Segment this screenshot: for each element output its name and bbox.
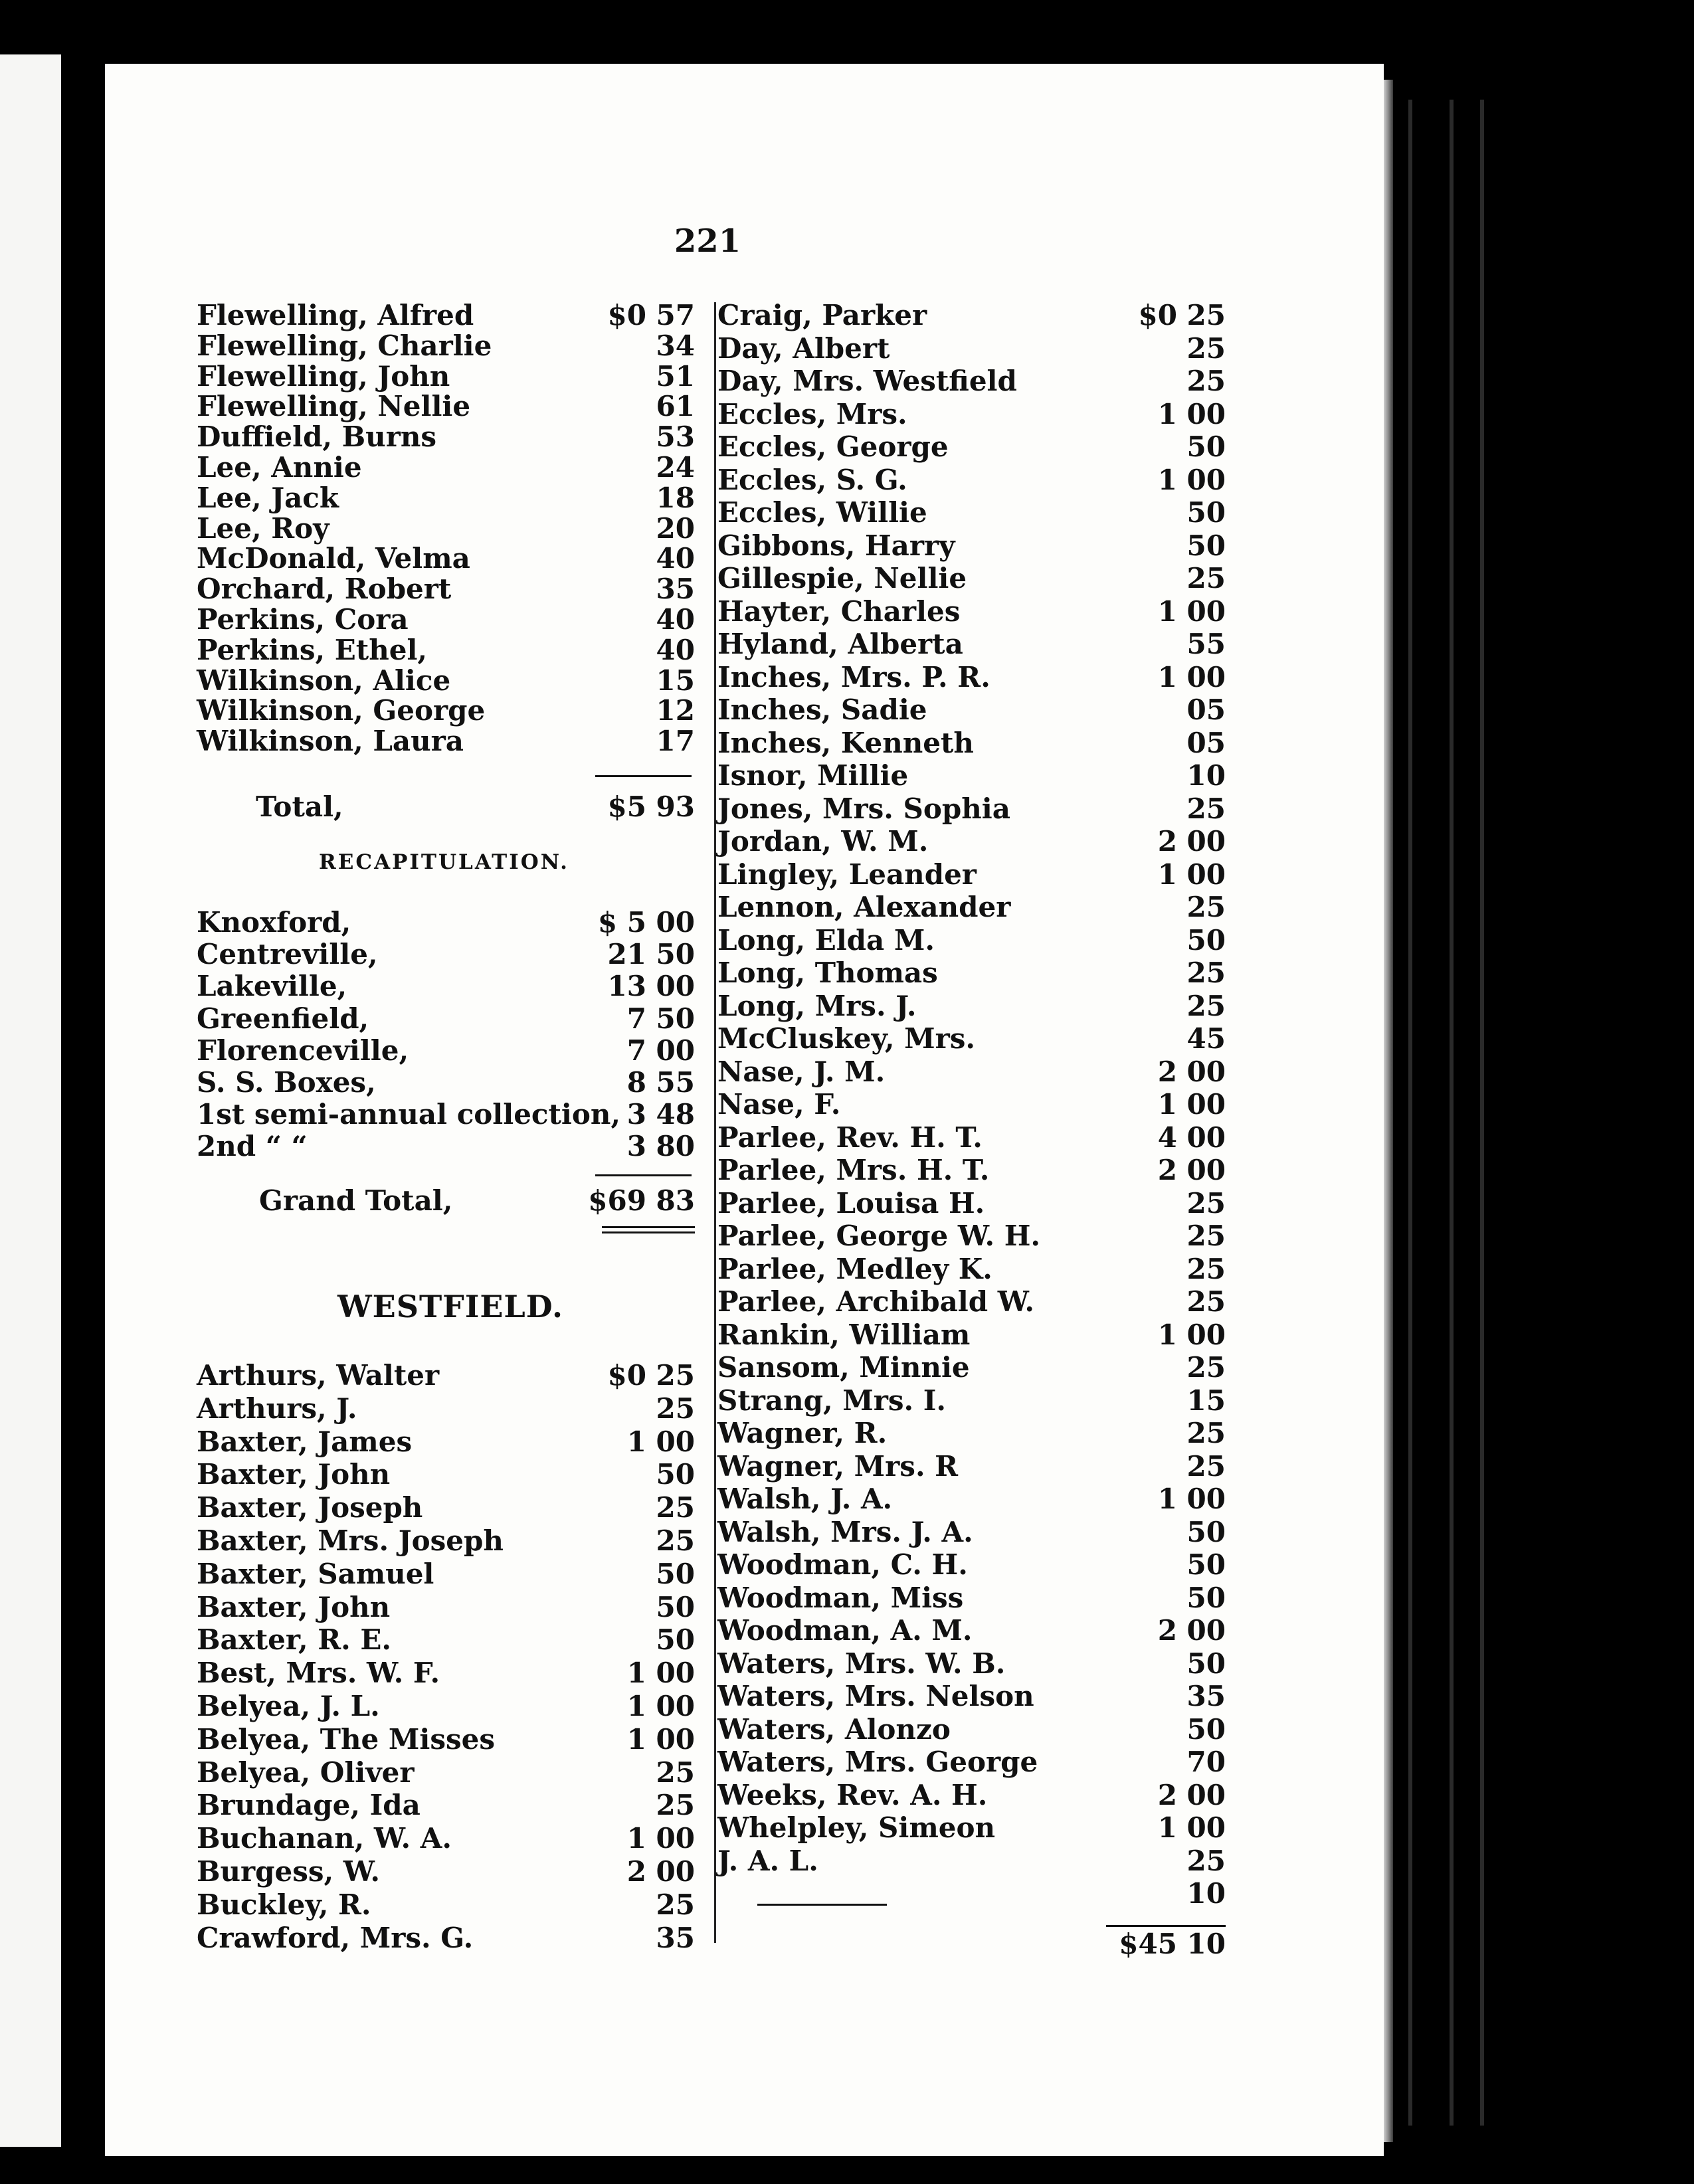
list-item — [717, 1812, 1226, 1844]
contribution-amount: 25 — [656, 1491, 695, 1524]
contributor-name: Woodman, Miss — [717, 1581, 964, 1614]
contributor-name: Craig, Parker — [717, 299, 927, 331]
contributor-name: McCluskey, Mrs. — [717, 1022, 975, 1055]
list-item — [197, 1757, 695, 1789]
list-item — [717, 925, 1226, 956]
list-item — [717, 1648, 1226, 1680]
list-item — [717, 596, 1226, 628]
list-item — [717, 1681, 1226, 1712]
contributor-name: Waters, Mrs. George — [717, 1746, 1038, 1778]
contributor-name: Perkins, Cora — [197, 603, 409, 636]
list-item — [717, 793, 1226, 825]
list-item — [197, 391, 695, 422]
list-item — [717, 1451, 1226, 1483]
list-item — [197, 939, 695, 970]
list-item — [717, 1549, 1226, 1581]
contributor-name: Sansom, Minnie — [717, 1351, 970, 1384]
list-item — [717, 826, 1226, 858]
binding-stripe — [1450, 100, 1454, 2126]
contribution-amount: 10 — [1186, 1877, 1226, 1910]
contributor-name: Whelpley, Simeon — [717, 1811, 996, 1844]
contribution-amount: 55 — [1186, 628, 1226, 660]
contribution-amount: 17 — [656, 725, 695, 758]
list-item — [717, 957, 1226, 989]
list-item — [197, 1657, 695, 1689]
contribution-amount: 50 — [1186, 529, 1226, 562]
contribution-amount: 50 — [1186, 1515, 1226, 1548]
contributor-name: Florenceville, — [197, 1034, 409, 1067]
contributor-name: Flewelling, Alfred — [197, 299, 474, 331]
contribution-amount: 1 00 — [1157, 858, 1226, 891]
list-item — [197, 1525, 695, 1557]
contribution-amount: 50 — [656, 1623, 695, 1657]
contributor-name: Flewelling, John — [197, 359, 450, 393]
list-item — [717, 1023, 1226, 1055]
contributor-name: 2nd “ “ — [197, 1130, 308, 1163]
list-item — [717, 399, 1226, 430]
list-item — [717, 1352, 1226, 1384]
contribution-amount: 2 00 — [626, 1855, 695, 1888]
list-item — [197, 1592, 695, 1623]
list-item — [717, 1253, 1226, 1285]
contributor-name: Baxter, Mrs. Joseph — [197, 1524, 504, 1557]
contributor-name: Weeks, Rev. A. H. — [717, 1778, 988, 1811]
contribution-amount: 2 00 — [1157, 1154, 1226, 1186]
list-item — [197, 1823, 695, 1855]
list-item — [197, 907, 695, 939]
contribution-amount: 1 00 — [626, 1722, 695, 1756]
list-item — [197, 1789, 695, 1821]
contributor-name: Baxter, Samuel — [197, 1557, 434, 1590]
total-amount: $5 93 — [607, 790, 695, 823]
contribution-amount: 25 — [1186, 1186, 1226, 1220]
list-item — [717, 333, 1226, 365]
contributor-name: Belyea, J. L. — [197, 1690, 380, 1722]
contributor-name: Nase, F. — [717, 1088, 841, 1121]
list-item — [717, 563, 1226, 594]
double-rule — [602, 1226, 695, 1228]
contribution-amount: 61 — [656, 390, 695, 423]
contribution-amount: 25 — [1186, 1220, 1226, 1252]
contributor-name: Parlee, Mrs. H. T. — [717, 1154, 990, 1186]
contribution-amount: 45 — [1186, 1022, 1226, 1055]
contributor-name: Eccles, Willie — [717, 496, 927, 529]
contributor-name: Day, Mrs. Westfield — [717, 365, 1017, 397]
contribution-amount: 12 — [656, 694, 695, 727]
contribution-amount: 3 80 — [626, 1130, 695, 1163]
total-label: Total, — [256, 790, 343, 823]
contributor-name: Woodman, A. M. — [717, 1614, 973, 1647]
contributor-name: Wagner, R. — [717, 1417, 888, 1449]
contribution-amount: 3 48 — [626, 1098, 695, 1131]
list-item — [717, 497, 1226, 529]
contributor-name: Belyea, Oliver — [197, 1756, 415, 1789]
contribution-amount: 40 — [656, 603, 695, 636]
contribution-amount: 25 — [1186, 792, 1226, 825]
list-item — [717, 1188, 1226, 1220]
list-item — [197, 634, 695, 666]
contribution-amount: 2 00 — [1157, 1614, 1226, 1647]
list-item — [197, 1035, 695, 1067]
page-number: 221 — [674, 223, 741, 260]
contributor-name: Brundage, Ida — [197, 1789, 421, 1822]
contribution-amount: 25 — [1186, 365, 1226, 397]
contribution-amount: 1 00 — [1157, 1318, 1226, 1351]
contributor-name: Parlee, Archibald W. — [717, 1285, 1034, 1318]
contributor-name: Orchard, Robert — [197, 573, 452, 606]
contributor-name: Baxter, John — [197, 1458, 391, 1491]
contributor-name: Waters, Mrs. W. B. — [717, 1647, 1006, 1680]
contribution-amount: 1 00 — [626, 1425, 695, 1458]
adjacent-page-edge — [0, 54, 61, 2147]
contributor-name: Waters, Mrs. Nelson — [717, 1680, 1034, 1712]
contribution-amount: 25 — [656, 1888, 695, 1921]
contributor-name: Centreville, — [197, 938, 378, 971]
list-item — [717, 990, 1226, 1022]
contribution-amount: 10 — [1186, 759, 1226, 792]
contributor-name: Lee, Roy — [197, 511, 329, 545]
list-item — [197, 725, 695, 757]
list-item — [717, 1582, 1226, 1614]
contributor-name: Perkins, Ethel, — [197, 633, 428, 666]
binding-stripe — [1408, 100, 1412, 2126]
contribution-amount: 25 — [1186, 562, 1226, 594]
list-item — [717, 365, 1226, 397]
list-item — [717, 1615, 1226, 1647]
contribution-amount: 25 — [1186, 891, 1226, 923]
contribution-amount: $ 5 00 — [597, 906, 695, 939]
list-item — [717, 1122, 1226, 1154]
contribution-amount: 1 00 — [1157, 660, 1226, 693]
westfield-total-amount: $45 10 — [1119, 1928, 1226, 1960]
contribution-amount: 7 00 — [626, 1034, 695, 1067]
contributor-name: Inches, Sadie — [717, 693, 927, 726]
contributor-name: Lee, Annie — [197, 451, 362, 484]
contributor-name: Nase, J. M. — [717, 1055, 886, 1088]
contribution-amount: 2 00 — [1157, 825, 1226, 858]
list-item — [197, 1426, 695, 1458]
list-item — [197, 1690, 695, 1722]
contributor-name: Walsh, Mrs. J. A. — [717, 1515, 973, 1548]
contributor-name: Jordan, W. M. — [717, 825, 929, 858]
list-item — [197, 1922, 695, 1954]
list-item — [197, 330, 695, 362]
contribution-amount: 34 — [656, 329, 695, 362]
list-item — [717, 1516, 1226, 1548]
contribution-amount: 25 — [1186, 1252, 1226, 1285]
contribution-amount: 21 50 — [607, 938, 695, 971]
contributor-name: Best, Mrs. W. F. — [197, 1657, 440, 1690]
list-item — [717, 1779, 1226, 1811]
contribution-amount: 2 00 — [1157, 1055, 1226, 1088]
contributor-name: Belyea, The Misses — [197, 1722, 495, 1756]
contributor-name: Wagner, Mrs. R — [717, 1449, 959, 1483]
contributor-name: Strang, Mrs. I. — [717, 1384, 946, 1417]
recapitulation-heading: RECAPITULATION. — [319, 850, 569, 874]
contribution-amount: 25 — [1186, 1449, 1226, 1483]
contribution-amount: 35 — [656, 1921, 695, 1954]
list-item — [717, 1714, 1226, 1746]
contributor-name: Baxter, Joseph — [197, 1491, 423, 1524]
list-item — [197, 1131, 695, 1162]
contribution-amount: 25 — [1186, 956, 1226, 989]
list-item — [717, 1089, 1226, 1121]
contribution-amount: 25 — [656, 1524, 695, 1557]
list-item — [197, 1724, 695, 1756]
contribution-amount: $0 25 — [1138, 299, 1226, 331]
contribution-amount: 18 — [656, 481, 695, 514]
contributor-name: Duffield, Burns — [197, 420, 437, 454]
contributor-name: Baxter, John — [197, 1590, 391, 1623]
list-item — [197, 665, 695, 697]
contribution-amount: 25 — [1186, 1351, 1226, 1384]
contributor-name: Gibbons, Harry — [717, 529, 955, 562]
contribution-amount: 1 00 — [1157, 1483, 1226, 1515]
contributor-name: Parlee, George W. H. — [717, 1220, 1041, 1252]
contribution-amount: 1 00 — [1157, 1811, 1226, 1844]
contributor-name: Arthurs, Walter — [197, 1359, 440, 1392]
contribution-amount: 35 — [1186, 1680, 1226, 1712]
contribution-amount: 25 — [1186, 989, 1226, 1022]
list-item — [197, 1492, 695, 1524]
list-item — [197, 513, 695, 545]
list-item — [197, 452, 695, 484]
contributor-name: S. S. Boxes, — [197, 1066, 376, 1099]
contributor-name: Buchanan, W. A. — [197, 1822, 452, 1855]
list-item — [717, 1286, 1226, 1318]
contributor-name: Long, Mrs. J. — [717, 989, 917, 1022]
grand-total-amount: $69 83 — [588, 1184, 695, 1217]
list-item — [197, 1393, 695, 1425]
contribution-amount: 1 00 — [626, 1657, 695, 1690]
contributor-name: Eccles, S. G. — [717, 463, 907, 496]
list-item — [717, 727, 1226, 759]
contributor-name: Long, Elda M. — [717, 923, 935, 956]
list-item — [197, 1558, 695, 1590]
grand-total-label: Grand Total, — [259, 1184, 453, 1217]
contributor-name: Lingley, Leander — [717, 858, 977, 891]
contribution-amount: 25 — [1186, 1417, 1226, 1449]
contributor-name: Long, Thomas — [717, 956, 938, 989]
list-item — [197, 970, 695, 1002]
contributor-name: Rankin, William — [717, 1318, 971, 1351]
contribution-amount: 25 — [656, 1789, 695, 1822]
list-item — [717, 1385, 1226, 1417]
contribution-amount: 50 — [1186, 1548, 1226, 1581]
binding-stripe — [1480, 100, 1484, 2126]
list-item — [717, 1483, 1226, 1515]
list-item — [197, 573, 695, 605]
contribution-amount: 25 — [1186, 331, 1226, 365]
contributor-name: Inches, Mrs. P. R. — [717, 660, 990, 693]
contribution-amount: 2 00 — [1157, 1778, 1226, 1811]
list-item — [717, 1056, 1226, 1088]
list-item — [717, 694, 1226, 726]
contribution-amount: 1 00 — [1157, 463, 1226, 496]
list-item — [197, 300, 695, 331]
double-rule — [602, 1231, 695, 1233]
contribution-amount: 1 00 — [626, 1690, 695, 1722]
contributor-name: Gillespie, Nellie — [717, 562, 967, 594]
list-item — [717, 891, 1226, 923]
contributor-name: Eccles, Mrs. — [717, 397, 907, 430]
contribution-amount: 25 — [656, 1756, 695, 1789]
contribution-amount: 05 — [1186, 693, 1226, 726]
contribution-amount: 50 — [1186, 1647, 1226, 1680]
contribution-amount: 50 — [656, 1458, 695, 1491]
contributor-name: Walsh, J. A. — [717, 1483, 893, 1515]
contributor-name: Flewelling, Charlie — [197, 329, 492, 362]
contribution-amount: 1 00 — [1157, 397, 1226, 430]
contribution-amount: 70 — [1186, 1746, 1226, 1778]
contributor-name: Wilkinson, Laura — [197, 725, 464, 758]
contribution-amount: 1 00 — [1157, 594, 1226, 628]
list-item — [197, 482, 695, 514]
contributor-name: Hayter, Charles — [717, 594, 961, 628]
contributor-name: Flewelling, Nellie — [197, 390, 471, 423]
contribution-amount: 15 — [656, 664, 695, 697]
list-item — [197, 1624, 695, 1656]
list-item — [197, 1856, 695, 1888]
contributor-name: Baxter, James — [197, 1425, 413, 1458]
contribution-amount: 13 00 — [607, 970, 695, 1003]
contribution-amount: $0 25 — [607, 1359, 695, 1392]
list-item — [197, 1360, 695, 1392]
contribution-amount: 24 — [656, 451, 695, 484]
contributor-name: Jones, Mrs. Sophia — [717, 792, 1010, 825]
contribution-amount: 4 00 — [1157, 1121, 1226, 1154]
contributor-name: Buckley, R. — [197, 1888, 371, 1921]
contributor-name: Burgess, W. — [197, 1855, 381, 1888]
contributor-name: Greenfield, — [197, 1002, 369, 1035]
list-item — [717, 1845, 1226, 1877]
contribution-amount: 40 — [656, 542, 695, 575]
contributor-name: Isnor, Millie — [717, 759, 909, 792]
sum-rule — [595, 1174, 692, 1176]
list-item — [197, 695, 695, 727]
list-item — [717, 662, 1226, 693]
contributor-name: Parlee, Rev. H. T. — [717, 1121, 983, 1154]
list-item — [197, 361, 695, 393]
contribution-amount: 25 — [656, 1392, 695, 1425]
list-item — [717, 431, 1226, 463]
contributor-name: 1st semi-annual collection, — [197, 1098, 621, 1131]
contribution-amount: 50 — [1186, 496, 1226, 529]
contribution-amount: 7 50 — [626, 1002, 695, 1035]
list-item — [717, 1319, 1226, 1351]
contributor-name: Wilkinson, Alice — [197, 664, 451, 697]
contribution-amount: 1 00 — [1157, 1088, 1226, 1121]
contribution-amount: 50 — [1186, 1712, 1226, 1746]
list-item — [717, 300, 1226, 331]
contributor-name: Wilkinson, George — [197, 694, 486, 727]
list-item — [197, 421, 695, 453]
list-item — [197, 1003, 695, 1035]
contribution-amount: 25 — [1186, 1285, 1226, 1318]
contribution-amount: 35 — [656, 573, 695, 606]
list-item — [717, 760, 1226, 792]
contributor-name: Parlee, Medley K. — [717, 1252, 992, 1285]
contributor-name: Inches, Kenneth — [717, 726, 974, 759]
contributor-name: Lennon, Alexander — [717, 891, 1011, 923]
sum-rule — [595, 775, 692, 777]
contribution-amount: 40 — [656, 633, 695, 666]
sum-rule — [757, 1904, 887, 1906]
contributor-name: Baxter, R. E. — [197, 1623, 391, 1657]
contributor-name: Parlee, Louisa H. — [717, 1186, 985, 1220]
contribution-amount: 20 — [656, 511, 695, 545]
contributor-name: Eccles, George — [717, 430, 949, 463]
list-item — [197, 1067, 695, 1099]
list-item — [197, 1099, 695, 1131]
contributor-name: Waters, Alonzo — [717, 1712, 951, 1746]
contributor-name: Woodman, C. H. — [717, 1548, 968, 1581]
list-item — [717, 530, 1226, 562]
list-item — [197, 604, 695, 636]
page-edge-shadow — [1384, 80, 1393, 2142]
contribution-amount: 25 — [1186, 1844, 1226, 1877]
contributor-name: J. A. L. — [717, 1844, 818, 1877]
contribution-amount: 50 — [1186, 430, 1226, 463]
contribution-amount: 05 — [1186, 726, 1226, 759]
contributor-name: Day, Albert — [717, 331, 890, 365]
list-item — [197, 1459, 695, 1491]
contribution-amount: 51 — [656, 359, 695, 393]
contribution-amount: 50 — [1186, 923, 1226, 956]
contribution-amount: 50 — [656, 1557, 695, 1590]
column-divider — [714, 302, 716, 1943]
contribution-amount: 53 — [656, 420, 695, 454]
contribution-amount: 50 — [656, 1590, 695, 1623]
list-item — [717, 628, 1226, 660]
contribution-amount: 1 00 — [626, 1822, 695, 1855]
list-item — [717, 1220, 1226, 1252]
contributor-name: Lee, Jack — [197, 481, 339, 514]
contributor-name: Crawford, Mrs. G. — [197, 1921, 474, 1954]
list-item — [717, 859, 1226, 891]
contribution-amount: 15 — [1186, 1384, 1226, 1417]
list-item — [197, 1889, 695, 1921]
sum-rule — [1106, 1925, 1226, 1927]
contributor-name: Arthurs, J. — [197, 1392, 357, 1425]
contribution-amount: 50 — [1186, 1581, 1226, 1614]
list-item — [717, 1417, 1226, 1449]
list-item — [197, 543, 695, 575]
list-item — [717, 1154, 1226, 1186]
contributor-name: McDonald, Velma — [197, 542, 470, 575]
contributor-name: Lakeville, — [197, 970, 347, 1003]
list-item — [717, 1746, 1226, 1778]
westfield-heading: WESTFIELD. — [337, 1289, 564, 1324]
list-item — [717, 464, 1226, 496]
contribution-amount: $0 57 — [607, 299, 695, 331]
contributor-name: Hyland, Alberta — [717, 628, 963, 660]
contributor-name: Knoxford, — [197, 906, 351, 939]
contribution-amount: 8 55 — [626, 1066, 695, 1099]
